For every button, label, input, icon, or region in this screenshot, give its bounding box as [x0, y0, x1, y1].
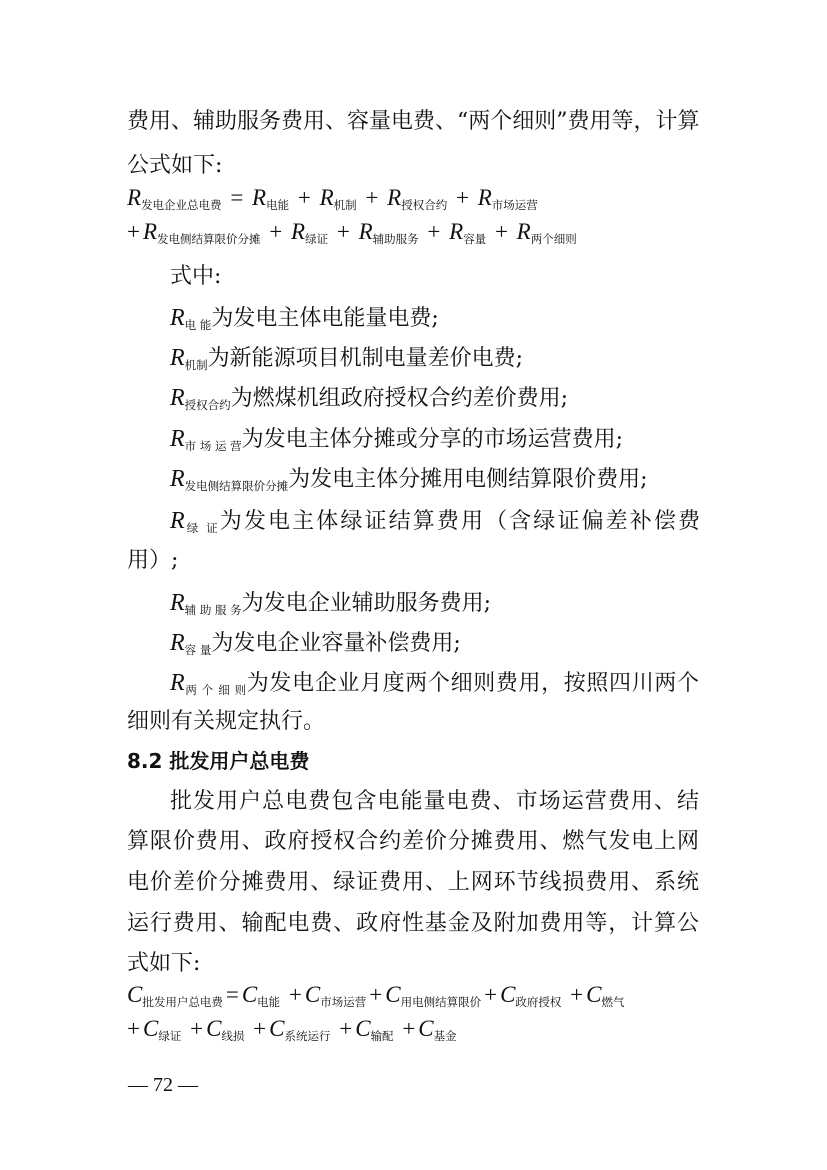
formula-variable: R — [477, 185, 492, 210]
definition-variable: R — [170, 345, 185, 371]
definition-text: 为燃煤机组政府授权合约差价费用; — [230, 386, 569, 411]
definition-item — [170, 588, 491, 625]
definition-continuation: 用）; — [127, 548, 179, 573]
formula-subscript: 电能 — [266, 198, 290, 212]
definition-item — [170, 506, 700, 543]
formula-variable: R — [358, 219, 373, 244]
definition-variable: R — [170, 426, 185, 452]
definition-subscript: 容 量 — [184, 643, 212, 657]
definition-variable: R — [170, 305, 185, 331]
formula-variable: C — [142, 1016, 159, 1041]
definition-variable: R — [170, 630, 185, 656]
formula-variable: R — [319, 185, 334, 210]
formula-variable: C — [127, 982, 143, 1007]
definition-item — [170, 303, 439, 340]
formula-operator: + — [127, 1016, 140, 1041]
formula-subscript: 绿证 — [158, 1029, 182, 1043]
formula-variable: R — [449, 219, 464, 244]
formula-variable: C — [418, 1016, 434, 1041]
formula-operator: + — [455, 185, 469, 210]
formula-operator: + — [297, 185, 311, 210]
formula-variable: R — [516, 219, 531, 244]
definition-item — [170, 628, 461, 665]
formula-subscript: 授权合约 — [401, 198, 448, 212]
formula-subscript: 辅助服务 — [372, 232, 419, 246]
formula-subscript: 容量 — [463, 232, 487, 246]
formula-operator: = — [225, 982, 239, 1007]
formula-c-line1 — [127, 980, 624, 1017]
definition-subscript: 授权合约 — [184, 398, 231, 412]
formula-variable: C — [206, 1016, 222, 1041]
formula-variable: R — [291, 219, 306, 244]
definition-text: 为发电主体分摊或分享的市场运营费用; — [241, 427, 624, 452]
formula-operator: + — [484, 982, 498, 1007]
formula-operator: + — [190, 1016, 204, 1041]
formula-r-line1 — [127, 183, 538, 220]
formula-variable: C — [385, 982, 401, 1007]
definition-text: 为发电主体分摊用电侧结算限价费用; — [288, 467, 648, 492]
definition-variable: R — [170, 466, 185, 492]
definition-variable: R — [170, 508, 185, 534]
formula-variable: C — [500, 982, 516, 1007]
formula-operator: + — [269, 219, 283, 244]
definition-item — [170, 383, 568, 420]
intro-line: 公式如下: — [127, 153, 223, 178]
formula-subscript: 系统运行 — [284, 1029, 331, 1043]
formula-subscript: 两个细则 — [530, 232, 577, 246]
formula-subscript: 发电企业总电费 — [141, 198, 222, 212]
section-paragraph-line: 式如下: — [127, 951, 201, 976]
formula-subscript: 政府授权 — [515, 995, 562, 1009]
formula-variable: R — [387, 185, 402, 210]
formula-variable: R — [127, 185, 142, 210]
definition-subscript: 辅 助 服 务 — [184, 603, 242, 617]
formula-operator: + — [365, 185, 379, 210]
definition-subscript: 机制 — [184, 358, 208, 372]
formula-operator: + — [570, 982, 584, 1007]
definition-text: 为发电主体绿证结算费用（含绿证偏差补偿费 — [219, 509, 700, 534]
section-paragraph-line: 电价差价分摊费用、绿证费用、上网环节线损费用、系统 — [127, 870, 699, 895]
definition-item — [170, 343, 523, 380]
definition-item — [170, 668, 699, 705]
section-paragraph-line: 算限价费用、政府授权合约差价分摊费用、燃气发电上网 — [127, 829, 699, 854]
formula-operator: + — [402, 1016, 416, 1041]
intro-line: 费用、辅助服务费用、容量电费、“两个细则”费用等，计算 — [127, 109, 700, 134]
formula-subscript: 市场运营 — [491, 198, 538, 212]
section-paragraph-line: 运行费用、输配电费、政府性基金及附加费用等，计算公 — [127, 911, 699, 936]
formula-c-line2 — [127, 1014, 457, 1051]
formula-variable: C — [241, 982, 258, 1007]
definition-subscript: 市 场 运 营 — [184, 439, 242, 453]
formula-operator: = — [230, 185, 244, 210]
definition-variable: R — [170, 385, 185, 411]
formula-subscript: 市场运营 — [320, 995, 367, 1009]
formula-variable: C — [355, 1016, 371, 1041]
page-number: — 72 — — [128, 1074, 198, 1096]
formula-subscript: 线损 — [221, 1029, 245, 1043]
formula-operator: + — [253, 1016, 267, 1041]
formula-operator: + — [427, 219, 441, 244]
formula-subscript: 机制 — [333, 198, 357, 212]
formula-subscript: 电能 — [257, 995, 281, 1009]
definition-text: 为发电企业月度两个细则费用，按照四川两个 — [246, 671, 699, 696]
definition-text: 为发电企业辅助服务费用; — [241, 591, 492, 616]
formula-operator: + — [494, 219, 508, 244]
formula-variable: R — [252, 185, 267, 210]
formula-variable: C — [586, 982, 602, 1007]
definition-subscript: 两 个 细 则 — [184, 683, 247, 697]
definition-text: 为新能源项目机制电量差价电费; — [207, 346, 524, 371]
formula-variable: R — [142, 219, 158, 244]
formula-subscript: 绿证 — [305, 232, 329, 246]
definition-text: 为发电主体电能量电费; — [211, 306, 439, 331]
formula-subscript: 发电侧结算限价分摊 — [157, 232, 261, 246]
definition-item — [170, 424, 623, 461]
formula-subscript: 输配 — [370, 1029, 394, 1043]
formula-subscript: 用电侧结算限价 — [400, 995, 482, 1009]
formula-operator: + — [339, 1016, 353, 1041]
definition-variable: R — [170, 590, 185, 616]
section-paragraph-line: 批发用户总电费包含电能量电费、市场运营费用、结 — [170, 789, 699, 814]
definition-continuation: 细则有关规定执行。 — [127, 709, 326, 734]
formula-operator: + — [127, 219, 140, 244]
formula-operator: + — [369, 982, 383, 1007]
definition-subscript: 电 能 — [184, 318, 212, 332]
definition-subscript: 发电侧结算限价分摊 — [184, 479, 289, 493]
formula-subscript: 基金 — [433, 1029, 457, 1043]
definition-variable: R — [170, 670, 185, 696]
formula-operator: + — [288, 982, 302, 1007]
where-label: 式中: — [170, 264, 222, 289]
section-heading: 8.2 批发用户总电费 — [127, 749, 310, 773]
definition-subscript: 绿 证 — [184, 521, 220, 535]
formula-variable: C — [304, 982, 321, 1007]
formula-subscript: 批发用户总电费 — [142, 995, 223, 1009]
formula-variable: C — [269, 1016, 285, 1041]
definition-item — [170, 464, 648, 501]
formula-r-line2 — [127, 217, 577, 254]
formula-operator: + — [336, 219, 350, 244]
formula-subscript: 燃气 — [601, 995, 625, 1009]
definition-text: 为发电企业容量补偿费用; — [211, 631, 461, 656]
